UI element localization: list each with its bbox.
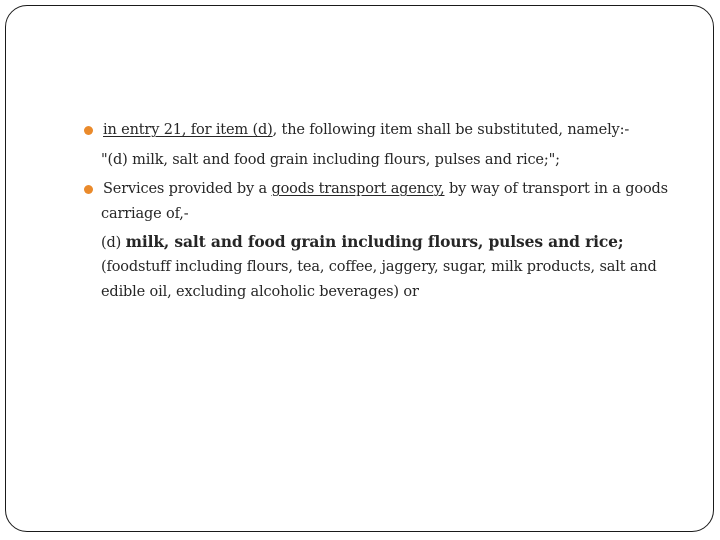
- item-d-bold-text: milk, salt and food grain including flours, pulses and rice;: [125, 232, 624, 251]
- bullet-1-line-1: [103, 121, 629, 139]
- foodstuff-line-2: edible oil, excluding alcoholic beverages) or: [101, 284, 419, 300]
- bullet-icon: [84, 185, 93, 194]
- foodstuff-line-1: (foodstuff including flours, tea, coffee, jaggery, sugar, milk products, salt and: [101, 259, 657, 275]
- bullet-2-line-1: [103, 180, 668, 198]
- item-d-line: [101, 233, 623, 252]
- bullet-2-text-before: Services provided by a: [103, 181, 272, 197]
- bullet-2-text-after: by way of transport in a goods: [444, 181, 668, 197]
- bullet-1-text: , the following item shall be substituted, namely:-: [272, 122, 630, 138]
- entry-21-reference-link[interactable]: in entry 21, for item (d): [103, 122, 273, 138]
- bullet-2-line-2: carriage of,-: [101, 206, 189, 222]
- goods-transport-agency-link[interactable]: goods transport agency,: [271, 181, 445, 197]
- item-d-prefix: (d): [101, 235, 126, 251]
- bullet-1-line-2: "(d) milk, salt and food grain including flours, pulses and rice;";: [101, 152, 560, 168]
- bullet-icon: [84, 126, 93, 135]
